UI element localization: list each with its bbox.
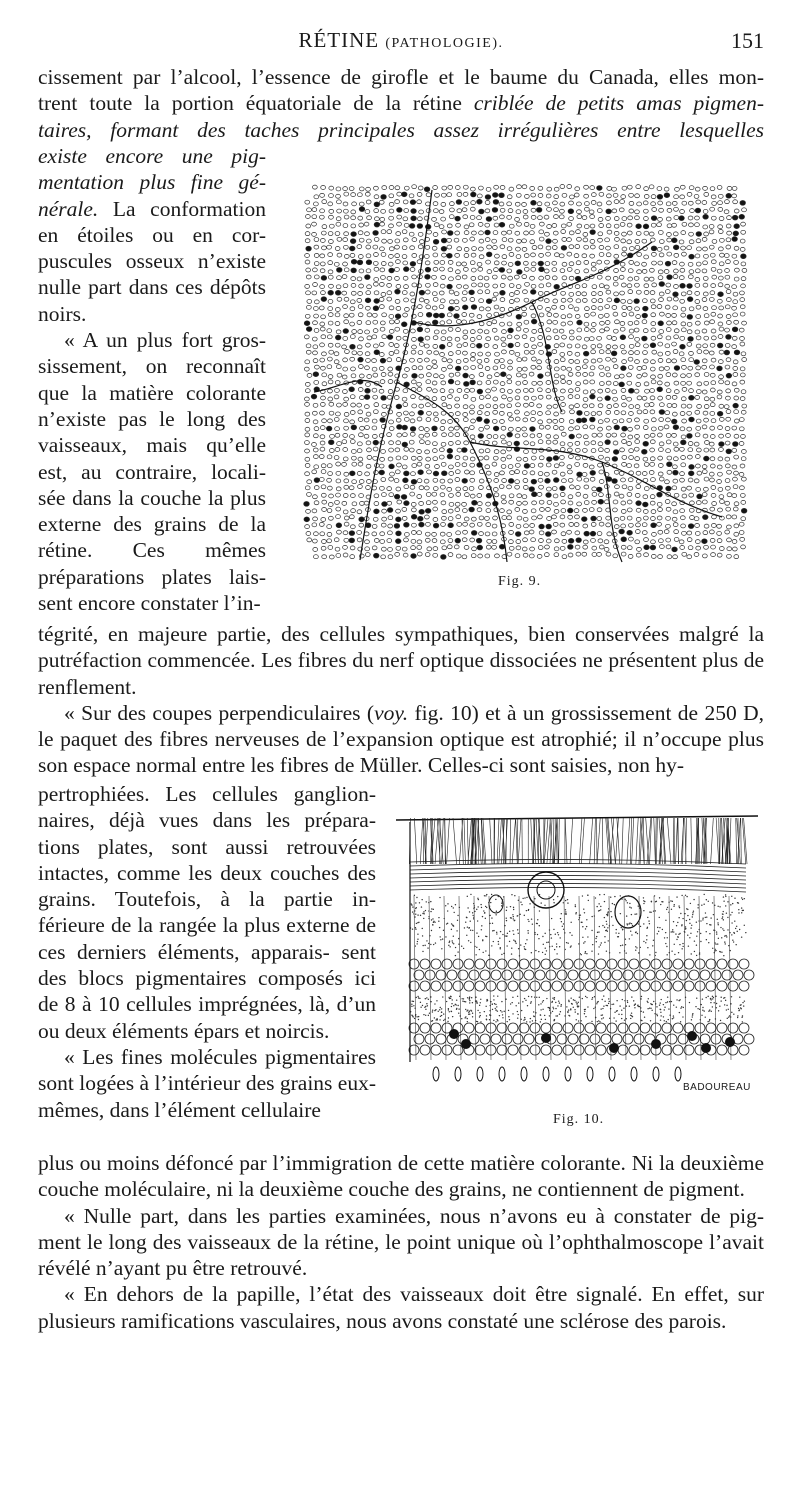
- figure-10-caption: Fig. 10.: [553, 1112, 605, 1127]
- mid-p2-after: fig. 10) et à un grossissement de 250 D, le paquet des fibres nerveuses de l’expansion optique est atrophié; il n’occupe plus son espace normal entre les fibres de Müller. Celles-ci sont saisies, non hy-: [38, 700, 764, 778]
- mid-p1: tégrité, en majeure partie, des cellules sympathiques, bien conservées malgré la putréfaction commencée. Les fibres du nerf optique dissociées ne présentent plus de renflement.: [38, 622, 764, 699]
- fig10-side-p2: « Les fines molécules pigmentaires sont logées à l’intérieur des grains eux-mêmes, dans l’élément cellulaire: [38, 1044, 376, 1122]
- figure-9-caption: Fig. 9.: [498, 574, 542, 589]
- mid-p2-voy: voy.: [374, 700, 409, 725]
- figure-10-signature: BADOUREAU: [683, 1082, 751, 1093]
- fig9-side-p2: « A un plus fort gros- sissement, on reconnaît que la matière colorante n’existe pas le long des vaisseaux, mais qu’elle est, au contraire, locali- sée dans la couche la plus externe des grains de la rétine. Ces mêmes préparations plates lais- sent encore constater l’in-: [38, 328, 266, 616]
- mid-p2: [38, 700, 764, 779]
- fig9-side-p1: [38, 143, 266, 327]
- fig9-side-column: [38, 143, 266, 616]
- figure-10-drawing: [396, 812, 760, 1092]
- figure-9-drawing: [302, 182, 754, 567]
- fig9-side-italic: existe encore une pig- mentation plus fine gé- nérale.: [38, 144, 266, 221]
- end-p2: « Nulle part, dans les parties examinées, nous n’avons eu à constater de pig- ment le long des vaisseaux de la rétine, le point unique où l’ophthalmoscope l’avait révélé n’ayant pu être retrouvé.: [38, 1203, 764, 1281]
- section-layers: [396, 816, 758, 1081]
- intro-line-3-italic: taires, formant des taches principales assez irrégulières entre lesquelles: [38, 117, 764, 142]
- figure-9: [302, 182, 754, 567]
- running-header: [38, 28, 764, 56]
- intro-line-2: [38, 90, 764, 116]
- intro-line-2-roman: trent toute la portion équatoriale de la rétine: [38, 91, 462, 116]
- intro-line-1: cissement par l’alcool, l’essence de girofle et le baume du Canada, elles mon-: [38, 65, 764, 89]
- running-title-main: RÉTINE: [298, 28, 380, 52]
- running-title-sub: (PATHOLOGIE).: [385, 36, 504, 51]
- end-p1: plus ou moins défoncé par l’immigration de cette matière colorante. Ni la deuxième couche moléculaire, ni la deuxième couche des grains, ne contiennent de pigment.: [38, 1151, 764, 1202]
- fig9-side-rest: La conformation en étoiles ou en cor- puscules osseux n’existe nulle part dans ces dépôts noirs.: [38, 196, 266, 326]
- middle-paragraphs: [38, 621, 764, 779]
- mid-p2-before: « Sur des coupes perpendiculaires (: [64, 700, 375, 725]
- intro-line-2-italic: criblée de petits amas pigmen-: [473, 91, 765, 116]
- end-p3: « En dehors de la papille, l’état des vaisseaux doit être signalé. En effet, sur plusieurs ramifications vasculaires, nous avons constaté une sclérose des parois.: [38, 1282, 764, 1333]
- fig10-side-column: [38, 781, 376, 1123]
- intro-paragraph: [38, 64, 764, 143]
- running-title: [38, 28, 764, 53]
- intro-line-3: [38, 117, 764, 143]
- figure-10: [396, 812, 760, 1092]
- cell-field: [304, 185, 747, 560]
- fig10-side-p1: pertrophiées. Les cellules ganglion- naires, déjà vues dans les prépara- tions plates, sont aussi retrouvées intactes, comme les deux couches des grains. Toutefois, à la partie in- férieure de la rangée la plus externe de ces derniers éléments, apparais- sent des blocs pigmentaires composés ici de 8 à 10 cellules imprégnées, là, d’un ou deux éléments épars et noircis.: [38, 782, 376, 1043]
- ending-paragraphs: [38, 1150, 764, 1334]
- page-number: 151: [731, 28, 764, 53]
